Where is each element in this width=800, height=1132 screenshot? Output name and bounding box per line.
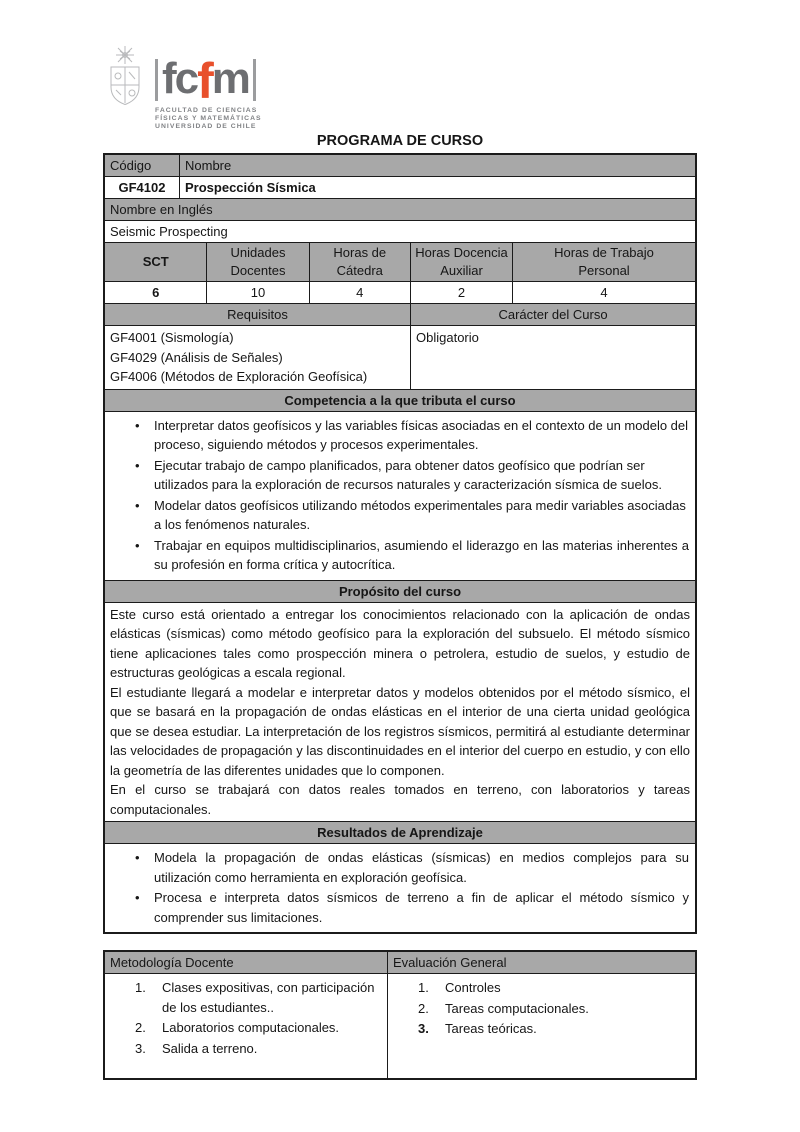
requisito-item: GF4029 (Análisis de Señales) [110,349,283,365]
item-text: Tareas computacionales. [445,1000,589,1016]
item-number: 1. [135,980,146,995]
list-item [105,848,695,887]
sct-header-cell [105,243,206,281]
list-item-text: Ejecutar trabajo de campo planificados, para obtener datos geofísico que podrían ser utilizados para la exploración de recursos naturales y caracterización sísmica de suelos. [154,457,662,492]
caracter-value [410,326,695,389]
numbered-item [105,1039,387,1059]
faculty-name-lines [155,107,262,130]
item-number: 2. [418,1000,429,1016]
faculty-line: UNIVERSIDAD DE CHILE [155,122,257,130]
bullet-icon: • [135,417,140,433]
course-table [103,153,697,934]
proposito-content-row [105,602,695,822]
evaluacion-header-cell: Evaluación General [387,952,695,973]
requisitos-value-row [105,325,695,389]
nombre-ingles-value: Seismic Prospecting [110,224,228,239]
nombre-header-cell: Nombre [179,155,695,176]
requisitos-list [105,326,410,389]
page-title: PROGRAMA DE CURSO [316,133,484,149]
requisito-item: GF4006 (Métodos de Exploración Geofísica) [110,369,368,384]
header-line: Horas de [333,245,387,260]
item-text: Controles [445,980,501,995]
credits-header-row [105,242,695,281]
caracter-text: Obligatorio [416,330,479,345]
unidades-docentes-value: 10 [206,282,308,303]
list-item-text: Procesa e interpreta datos sísmicos de terreno a fin de aplicar el método sísmico y comprender sus limitaciones. [154,890,689,925]
numbered-item [388,999,695,1019]
fcfm-logo [108,45,697,129]
wordmark-red-f: f [197,53,212,109]
list-item-text: Modela la propagación de ondas elásticas (sísmicas) en medios complejos para su utilización como herramienta en exploración geofísica. [154,850,689,885]
nombre-value: Prospección Sísmica [179,177,695,198]
numbered-item [388,978,695,998]
codigo-header-cell: Código [105,155,179,176]
shield-outline [111,67,139,105]
horas-trabajo-value: 4 [512,282,695,303]
list-item [105,536,695,575]
metodologia-header-cell: Metodología Docente [105,952,387,973]
requisitos-header-row [105,303,695,325]
item-number: 3. [135,1040,146,1056]
header-line: SCT [142,254,169,269]
fcfm-wordmark [155,53,256,109]
wordmark-m: m [211,54,249,103]
header-line: Docentes [230,263,286,278]
list-item [105,496,695,535]
item-text: Salida a terreno. [162,1040,258,1056]
item-number: 2. [135,1020,146,1035]
paragraph: El estudiante llegará a modelar e interpretar datos y modelos obtenidos por el método sísmico, el que se basará en la propagación de ondas elásticas en el interior de una cierta unidad geológica que se desea estudiar. La interpretación de los registros sísmicos, permitirá al estudiante determinar las velocidades de propagación y las discontinuidades en el interior del cuerpo en estudio, y con ello la geometría de las diferentes unidades que lo componen. [110,684,690,778]
english-name-value-row [105,220,695,242]
bullet-icon: • [135,890,140,905]
unidades-docentes-header-cell [206,243,308,281]
requisito-item: GF4001 (Sismología) [110,330,234,345]
header-line: Unidades [230,245,286,260]
university-shield-icon [108,45,148,128]
header-line: Auxiliar [440,263,483,278]
resultados-content-row [105,843,695,932]
horas-docencia-value: 2 [410,282,512,303]
paragraph: En el curso se trabajará con datos reales tomados en terreno, con laboratorios y tareas computacionales. [110,782,690,817]
competencia-header-cell: Competencia a la que tributa el curso [105,390,695,411]
credits-values-row [105,281,695,303]
section-gap [103,934,697,950]
proposito-header-row [105,580,695,602]
horas-catedra-value: 4 [309,282,410,303]
item-number: 1. [418,980,429,995]
numbered-item [388,1019,695,1039]
paragraph: Este curso está orientado a entregar los conocimientos relacionado con la aplicación de ondas elásticas (sísmicas) como método geofísico para la exploración del subsuelo. El método sísmico tiene aplicaciones tales como prospección minera o petrolera, estudio de suelos, y estudio de estructuras geológicas a escala regional. [110,606,690,680]
bullet-icon: • [135,497,140,513]
nombre-ingles-header-cell: Nombre en Inglés [105,199,695,220]
sct-value: 6 [152,285,160,300]
methodology-table [103,950,697,1080]
list-item-text: Interpretar datos geofísicos y las variables físicas asociadas en el contexto de un modelo del proceso, siguiendo métodos y procesos experimentales. [154,417,689,452]
code-name-header-row [105,155,695,176]
methodology-content-row [105,973,695,1078]
horas-trabajo-header-cell [512,243,695,281]
wordmark-fc: fc [162,54,198,103]
header-line: Horas Docencia [415,245,508,260]
item-text: Tareas teóricas. [445,1021,537,1036]
item-text: Clases expositivas, con participación de los estudiantes.. [162,980,375,1015]
list-item [105,456,695,495]
document-page [103,0,697,1080]
proposito-header-cell: Propósito del curso [105,581,695,602]
list-item-text: Modelar datos geofísicos utilizando métodos experimentales para medir variables asociadas a los fenómenos naturales. [154,497,686,532]
codigo-value: GF4102 [118,180,166,195]
numbered-item [105,978,387,1017]
header-line: Cátedra [336,263,383,278]
horas-catedra-header-cell [309,243,410,281]
competencia-list [105,412,695,580]
metodologia-list [105,974,387,1078]
bullet-icon: • [135,457,140,473]
english-name-header-row [105,198,695,220]
competencia-content-row [105,411,695,580]
header-line: Personal [578,263,630,278]
caracter-header-cell: Carácter del Curso [410,304,695,325]
faculty-line: FACULTAD DE CIENCIAS [155,107,258,114]
resultados-list [105,844,695,932]
resultados-header-row [105,821,695,843]
resultados-header-cell: Resultados de Aprendizaje [105,822,695,843]
methodology-header-row [105,952,695,973]
numbered-item [105,1018,387,1038]
list-item [105,888,695,927]
star-rays [116,46,134,64]
header-line: Horas de Trabajo [554,245,654,260]
horas-docencia-header-cell [410,243,512,281]
item-number: 3. [418,1021,429,1036]
evaluacion-list [387,974,695,1078]
code-name-value-row [105,176,695,198]
competencia-header-row [105,389,695,411]
list-item-text: Trabajar en equipos multidisciplinarios, asumiendo el liderazgo en las materias inherentes a su profesión en forma crítica y autocrítica. [154,537,689,572]
proposito-text [105,603,695,822]
bullet-icon: • [135,850,140,865]
requisitos-header-cell: Requisitos [105,304,410,325]
faculty-line: FÍSICAS Y MATEMÁTICAS [155,114,262,122]
bullet-icon: • [135,537,140,553]
list-item [105,416,695,455]
item-text: Laboratorios computacionales. [162,1020,340,1035]
